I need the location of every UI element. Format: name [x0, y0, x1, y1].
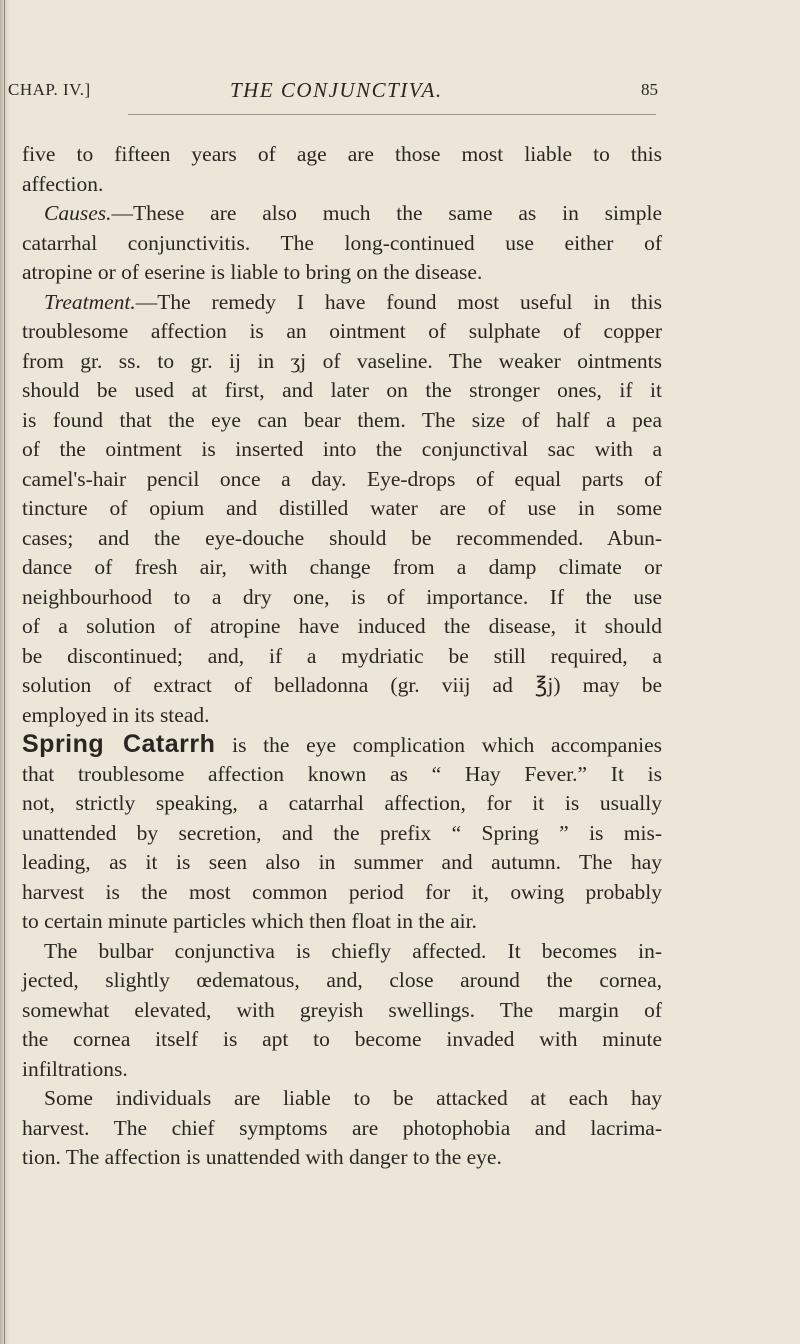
causes-label: Causes. [44, 201, 112, 225]
text-line: Some individuals are liable to be attacked at each hay [44, 1086, 662, 1110]
text-line: neighbourhood to a dry one, is of importance. If the use [22, 584, 662, 609]
text-line: harvest is the most common period for it, owing probably [22, 879, 662, 904]
text-line: catarrhal conjunctivitis. The long-continued use either of [22, 230, 662, 255]
running-header [8, 78, 658, 102]
text-line: is found that the eye can bear them. The size of half a pea [22, 407, 662, 432]
text-line: not, strictly speaking, a catarrhal affection, for it is usually [22, 791, 662, 815]
paragraph-age-range [22, 140, 662, 199]
text-line: tincture of opium and distilled water are of use in some [22, 496, 662, 520]
text-line: tion. The affection is unattended with danger to the eye. [22, 1145, 502, 1169]
text-line: should be used at first, and later on the stronger ones, if it [22, 378, 662, 402]
text-line: cases; and the eye-douche should be recommended. Abun- [22, 525, 662, 550]
paragraph-symptoms [22, 1084, 662, 1173]
text-line: employed in its stead. [22, 702, 210, 727]
header-rule [128, 114, 656, 115]
text-line: harvest. The chief symptoms are photophobia and lacrima- [22, 1115, 662, 1140]
text-line: be discontinued; and, if a mydriatic be still required, a [22, 643, 662, 668]
text-line: dance of fresh air, with change from a damp climate or [22, 555, 662, 579]
text-line: to certain minute particles which then float in the air. [22, 909, 477, 933]
text-line: jected, slightly œdematous, and, close around the cornea, [22, 968, 662, 992]
paragraph-bulbar-conjunctiva [22, 937, 662, 1085]
text-line: troublesome affection is an ointment of sulphate of copper [22, 319, 662, 343]
text-line: leading, as it is seen also in summer and autumn. The hay [22, 850, 662, 874]
text-line: infiltrations. [22, 1056, 128, 1081]
page-number: 85 [641, 80, 658, 99]
running-title: THE CONJUNCTIVA. [230, 78, 443, 102]
text-line: of the ointment is inserted into the conjunctival sac with a [22, 437, 662, 461]
paragraph-treatment [22, 288, 662, 731]
text-line: The bulbar conjunctiva is chiefly affected. It becomes in- [44, 938, 662, 963]
text-line: five to fifteen years of age are those most liable to this [22, 142, 662, 166]
text-line: the cornea itself is apt to become invaded with minute [22, 1027, 662, 1051]
text-line: unattended by secretion, and the prefix “ Spring ” is mis- [22, 820, 662, 845]
text-line: is the eye complication which accompanies [215, 733, 662, 757]
text-line: camel's-hair pencil once a day. Eye-drops of equal parts of [22, 466, 662, 491]
text-line: of a solution of atropine have induced the disease, it should [22, 614, 662, 638]
page-body [22, 140, 662, 1173]
section-heading-spring-catarrh: Spring Catarrh [22, 730, 216, 758]
page-binding-edge [0, 0, 10, 1344]
text-line: —The remedy I have found most useful in this [135, 289, 662, 314]
text-line: from gr. ss. to gr. ij in ʒj of vaseline. The weaker ointments [22, 348, 662, 373]
paragraph-causes [22, 199, 662, 288]
text-line: that troublesome affection known as “ Hay Fever.” It is [22, 761, 662, 786]
text-line: somewhat elevated, with greyish swellings. The margin of [22, 997, 662, 1022]
text-line: solution of extract of belladonna (gr. viij ad ℥j) may be [22, 673, 662, 697]
text-line: affection. [22, 171, 104, 196]
text-line: atropine or of eserine is liable to bring on the disease. [22, 260, 483, 284]
treatment-label: Treatment. [44, 289, 136, 314]
text-line: —These are also much the same as in simple [111, 201, 662, 225]
paragraph-spring-catarrh [22, 730, 662, 937]
chapter-label: CHAP. IV.] [8, 80, 91, 99]
